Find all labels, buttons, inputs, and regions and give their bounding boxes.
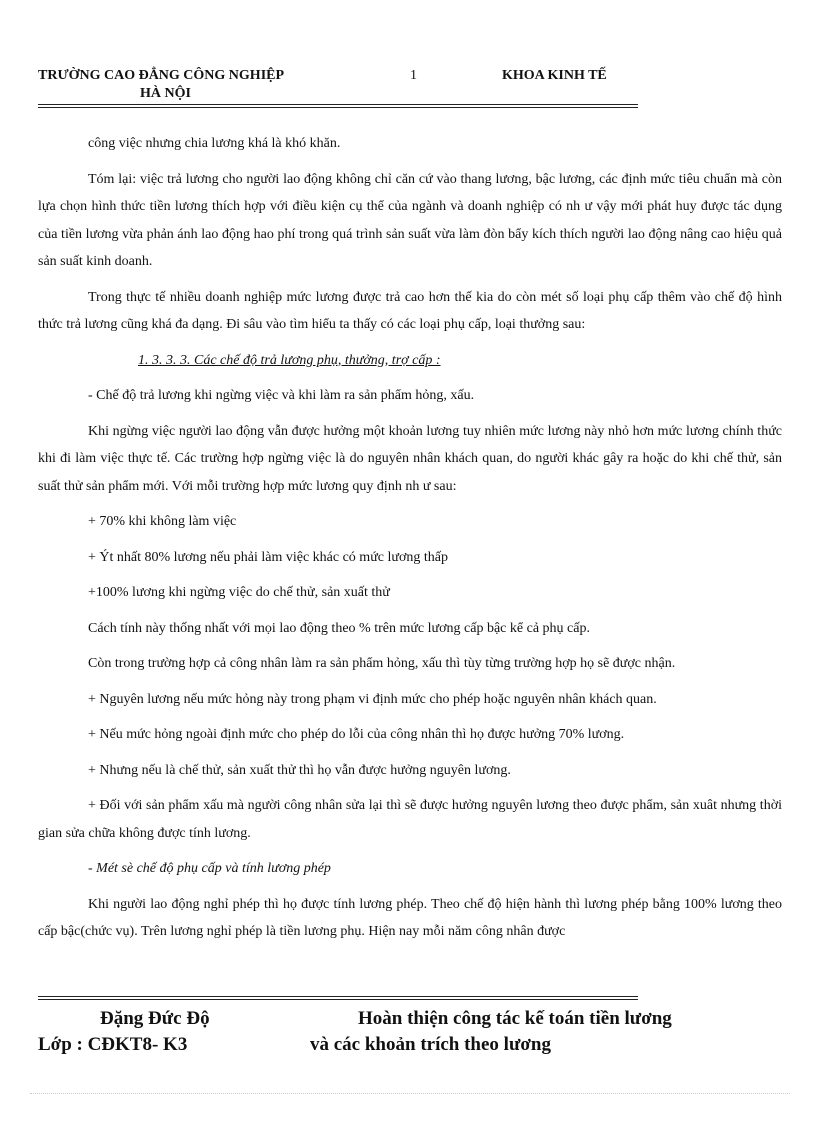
paragraph: Tóm lại: việc trả lương cho người lao động không chỉ căn cứ vào thang lương, bậc lương, các định mức tiêu chuẩn mà còn lựa chọn hình thức tiền lương thích hợp với điều kiện cụ thể của ngành và doanh nghiệp có nh ư vậy mới phát huy được tác dụng của tiền lương vừa phản ánh lao động hao phí trong quá trình sản suất vừa làm đòn bẩy kích thích người lao động nâng cao hiệu quả sản suất kinh doanh. bbox=[38, 171, 782, 269]
thesis-title-line1: Hoàn thiện công tác kế toán tiền lương bbox=[358, 1008, 672, 1029]
subsection-heading: - Mét sè chế độ phụ cấp và tính lương phép bbox=[88, 861, 331, 876]
footer-rule-top bbox=[38, 996, 638, 997]
paragraph: - Chế độ trả lương khi ngừng việc và khi làm ra sản phẩm hỏng, xấu. bbox=[88, 388, 475, 403]
class-label: Lớp : CĐKT8- K3 bbox=[38, 1034, 188, 1055]
document-body bbox=[38, 130, 782, 954]
paragraph: Khi người lao động nghỉ phép thì họ được tính lương phép. Theo chế độ hiện hành thì lương phép bằng 100% lương theo cấp bậc(chức vụ). Trên lương nghỉ phép là tiền lương phụ. Hiện nay mỗi năm công nhân được bbox=[38, 896, 782, 939]
page-number: 1 bbox=[410, 68, 417, 83]
list-item: + Ýt nhất 80% lương nếu phải làm việc khác có mức lương thấp bbox=[88, 549, 448, 565]
paragraph: Cách tính này thống nhất với mọi lao động theo % trên mức lương cấp bậc kể cả phụ cấp. bbox=[88, 620, 590, 636]
header-rule-bottom bbox=[38, 107, 638, 108]
page-bottom-divider bbox=[30, 1093, 790, 1094]
list-item: + Đối với sản phẩm xấu mà người công nhân sửa lại thì sẽ được hưởng nguyên lương theo được phẩm, sản xuât nhưng thời gian sửa chữa không được tính lương. bbox=[38, 798, 782, 841]
list-item: + Nguyên lương nếu mức hỏng này trong phạm vi định mức cho phép hoặc nguyên nhân khách quan. bbox=[88, 691, 657, 707]
list-item: + 70% khi không làm việc bbox=[88, 514, 237, 529]
list-item: + Nhưng nếu là chế thử, sản xuất thử thì họ vẫn được hưởng nguyên lương. bbox=[88, 762, 511, 778]
list-item: + Nếu mức hỏng ngoài định mức cho phép do lỗi của công nhân thì họ được hưởng 70% lương. bbox=[88, 727, 625, 742]
footer-rule-bottom bbox=[38, 999, 638, 1000]
header-rule-top bbox=[38, 104, 638, 105]
school-name-line1: TRƯỜNG CAO ĐẲNG CÔNG NGHIỆP bbox=[38, 68, 285, 83]
paragraph: công việc nhưng chia lương khá là khó khăn. bbox=[88, 136, 341, 151]
thesis-title-line2: và các khoản trích theo lương bbox=[310, 1034, 551, 1055]
paragraph: Còn trong trường hợp cả công nhân làm ra sản phẩm hỏng, xấu thì tùy từng trường hợp họ sẽ được nhận. bbox=[88, 656, 676, 671]
school-name-line2: HÀ NỘI bbox=[140, 86, 191, 101]
section-heading: 1. 3. 3. 3. Các chế độ trả lương phụ, thưởng, trợ cấp : bbox=[138, 352, 441, 368]
faculty-name: KHOA KINH TẾ bbox=[502, 68, 607, 83]
author-name: Đặng Đức Độ bbox=[100, 1008, 210, 1029]
list-item: +100% lương khi ngừng việc do chế thử, sản xuất thử bbox=[88, 585, 390, 600]
paragraph: Khi ngừng việc người lao động vẫn được hưởng một khoản lương tuy nhiên mức lương này nhỏ hơn mức lương chính thức khi đi làm việc thực tế. Các trường hợp ngừng việc là do nguyên nhân khách quan, do người khác gây ra hoặc do khi chế thử, sản suất thử sản phẩm mới. Với mỗi trường hợp mức lương quy định nh ư sau: bbox=[38, 423, 782, 494]
paragraph: Trong thực tế nhiều doanh nghiệp mức lương được trả cao hơn thế kia do còn mét số loại phụ cấp thêm vào chế độ hình thức trả lương cũng khá đa dạng. Đi sâu vào tìm hiểu ta thấy có các loại phụ cấp, loại thưởng sau: bbox=[38, 289, 782, 332]
